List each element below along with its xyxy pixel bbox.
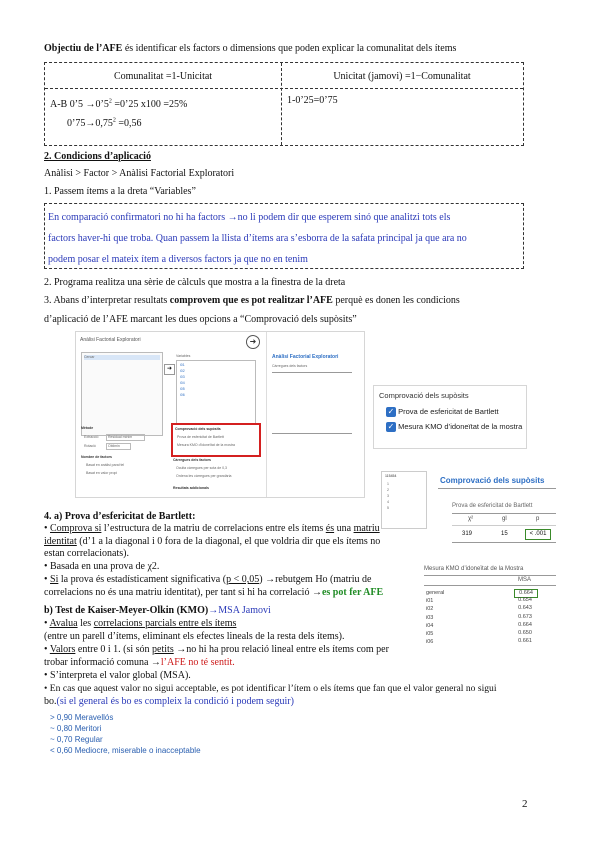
table-header-left: Comunalitat =1-Unicitat bbox=[113, 71, 213, 82]
table-row2-left: $0’75\to 0,75^2 =0,56$ bbox=[67, 117, 142, 129]
note-line-1: En comparació confirmatori no hi ha factors →no li podem dir que esperem sinó que analitzi tots els bbox=[48, 212, 451, 223]
note-box bbox=[44, 203, 524, 269]
section2-title: 2. Condicions d’aplicació bbox=[44, 151, 151, 162]
results-subtitle: Càrregues dels factors bbox=[272, 364, 308, 368]
factors-opt2[interactable]: Basat en valor propi bbox=[86, 471, 118, 475]
rotation-label: Rotació bbox=[84, 444, 96, 448]
section2-step3: 3. Abans d’interpretar resultats comprovem que es pot realitzar l’AFE perquè es donen les condicions bbox=[44, 295, 460, 306]
list-item: 5 bbox=[387, 506, 389, 510]
kmo-row-value: 0.643 bbox=[518, 605, 532, 612]
kmo-line5: • S’interpreta el valor global (MSA). bbox=[44, 670, 191, 681]
method-label: Mètode bbox=[81, 426, 94, 430]
kmo-row-label: i05 bbox=[426, 631, 434, 637]
assumptions-panel bbox=[373, 385, 527, 449]
list-item: 1 bbox=[387, 482, 389, 486]
assumptions-panel-title: Comprovació dels supòsits bbox=[379, 391, 469, 400]
kmo-scale-item: > 0,90 Meravellós bbox=[50, 713, 114, 722]
rotation-select[interactable]: Oblimin bbox=[106, 443, 131, 450]
list-item: 4 bbox=[387, 500, 389, 504]
kmo-row-value: 0.664 bbox=[518, 621, 532, 628]
table-header-right: Unicitat (jamovi) =1−Comunalitat bbox=[333, 71, 471, 82]
bartlett-results bbox=[438, 474, 558, 558]
extra-label: Resultats addicionals bbox=[173, 486, 209, 490]
kmo-checkbox[interactable]: ✓ Mesura KMO d’idoneïtat de la mostra bbox=[387, 422, 523, 432]
extraction-label: Extracció bbox=[84, 435, 99, 439]
table-row1-left: A-B 0’5 $\to 0’5^2$ =0’25 x100 =25% bbox=[50, 98, 188, 110]
data-scroll-list bbox=[381, 471, 427, 529]
bartlett-line3: estan correlacionats). bbox=[44, 548, 129, 559]
list-item: 2 bbox=[387, 488, 389, 492]
table-row1-right: 1-0’25=0’75 bbox=[287, 95, 338, 106]
kmo-line6: • En cas que aquest valor no sigui acceptable, es pot identificar l’ítem o els ítems que fan que el valor general no sigui bbox=[44, 683, 497, 694]
bartlett-checkbox[interactable]: ✓ Prova de esfericitat de Bartlett bbox=[387, 407, 499, 417]
section2-step1: 1. Passem ítems a la dreta “Variables” bbox=[44, 186, 196, 197]
objective-line bbox=[44, 42, 456, 55]
kmo-scale-item: ~ 0,70 Regular bbox=[50, 735, 103, 744]
kmo-line2: (entre un parell d’ítems, eliminant els efectes lineals de la resta dels ítems). bbox=[44, 631, 345, 642]
kmo-results-title: Mesura KMO d’idoneïtat de la Mostra bbox=[424, 566, 524, 572]
kmo-row-value: 0.673 bbox=[518, 613, 532, 620]
factors-label: Nombre de factors bbox=[81, 455, 112, 459]
extraction-select[interactable]: Residual mínim bbox=[106, 434, 145, 441]
section2-path: Anàlisi > Factor > Anàlisi Factorial Exploratori bbox=[44, 168, 235, 179]
kmo-row-value: 0.654 bbox=[518, 597, 532, 604]
kmo-scale-item: ~ 0,80 Meritori bbox=[50, 724, 102, 733]
results-title: Anàlisi Factorial Exploratori bbox=[272, 354, 339, 360]
loadings-label: Càrregues dels factors bbox=[173, 458, 211, 462]
col-gl: gl bbox=[502, 516, 507, 522]
jamovi-window bbox=[75, 331, 365, 498]
variables-label: Variables bbox=[176, 354, 191, 358]
col-chi: χ² bbox=[468, 516, 474, 522]
assumptions-label: Comprovació dels supòsits bbox=[175, 427, 221, 431]
variable-item[interactable]: i05 bbox=[180, 387, 185, 391]
col-p: p bbox=[536, 516, 540, 522]
comparison-table bbox=[44, 62, 524, 146]
kmo-scale bbox=[50, 712, 201, 756]
forward-arrow-icon[interactable]: ➜ bbox=[246, 335, 260, 349]
kmo-row-label: i02 bbox=[426, 606, 434, 613]
bartlett-line1: • Comprova si l’estructura de la matriu de correlacions entre els ítems és una matriu bbox=[44, 523, 380, 534]
variable-source-list[interactable] bbox=[81, 352, 163, 436]
note-line-3: podem posar el mateix ítem a diversos factors ja que no en tenim bbox=[48, 254, 308, 265]
variable-item[interactable]: i03 bbox=[180, 375, 185, 379]
checkbox-checked-icon[interactable]: ✓ bbox=[387, 422, 395, 432]
variables-list[interactable] bbox=[176, 360, 256, 424]
objective-text: és identificar els factors o dimensions que poden explicar la comunalitat dels ítems bbox=[122, 43, 457, 54]
checkbox-checked-icon[interactable]: ✓ bbox=[387, 407, 395, 417]
bartlett-line6: correlacions no és una matriu identitat), per tant si hi ha correlació →es pot fer AFE bbox=[44, 587, 384, 598]
note-line-2: factors haver-hi que troba. Quan passem la llista d’ítems ara s’esborra de la safata principal ja que ara no bbox=[48, 233, 467, 244]
variable-item[interactable]: i02 bbox=[180, 369, 185, 373]
variable-item[interactable]: i04 bbox=[180, 381, 185, 385]
kmo-row-label: i06 bbox=[426, 639, 434, 646]
chi-value: 319 bbox=[462, 531, 473, 537]
variable-item[interactable]: i06 bbox=[180, 393, 185, 397]
kmo-line4: trobar informació comuna →l’AFE no té sentit. bbox=[44, 657, 235, 668]
p-value: < .001 bbox=[525, 529, 551, 540]
section2-step3-line2: d’aplicació de l’AFE marcant les dues opcions a “Comprovació dels supòsits” bbox=[44, 314, 357, 325]
page-number: 2 bbox=[522, 798, 528, 810]
objective-prefix: Objectiu de l’AFE bbox=[44, 43, 123, 54]
kmo-row-value: 0.664 bbox=[514, 589, 538, 598]
section2-step2: 2. Programa realitza una sèrie de càlculs que mostra a la finestra de la dreta bbox=[44, 277, 346, 288]
bartlett-subtitle: Prova de esfericitat de Bartlett bbox=[452, 503, 533, 509]
assumptions-highlight bbox=[171, 423, 261, 457]
kmo-line7: bo.(si el general és bo es compleix la condició i podem seguir) bbox=[44, 696, 294, 707]
kmo-scale-item: < 0,60 Mediocre, miserable o inacceptable bbox=[50, 746, 201, 755]
assumption-opt2[interactable]: Mesura KMO d’idoneïtat de la mostra bbox=[177, 443, 235, 447]
factors-opt1[interactable]: Basat en anàlisi paral·lel bbox=[86, 463, 125, 467]
kmo-col-msa: MSA bbox=[518, 577, 532, 583]
bartlett-line4: • Basada en una prova de χ2. bbox=[44, 561, 160, 572]
loadings-opt1[interactable]: Oculta càrregues per sota de 0,3 bbox=[176, 466, 227, 470]
search-input[interactable]: Cercar bbox=[84, 355, 160, 360]
list-item: 3 bbox=[387, 494, 389, 498]
kmo-title: b) Test de Kaiser-Meyer-Olkin (KMO)→MSA Jamovi bbox=[44, 605, 271, 616]
bartlett-line2: identitat (d’1 a la diagonal i 0 fora de la diagonal, el que voldria dir que els ítems no bbox=[44, 536, 381, 547]
loadings-opt2[interactable]: Ordena les càrregues per grandària bbox=[176, 474, 232, 478]
kmo-row-value: 0.650 bbox=[518, 630, 532, 636]
kmo-row-value: 0.661 bbox=[518, 638, 532, 645]
kmo-line1: • Avalua les correlacions parcials entre els ítems bbox=[44, 618, 237, 629]
kmo-line3: • Valors entre 0 i 1. (si són petits →no hi ha prou relació lineal entre els ítems com per bbox=[44, 644, 389, 655]
kmo-row-label: i01 bbox=[426, 598, 434, 605]
scroll-list-header: 115454 bbox=[385, 474, 397, 478]
bartlett-results-title: Comprovació dels supòsits bbox=[440, 476, 545, 485]
assumption-opt1[interactable]: Prova de esfericitat de Bartlett bbox=[177, 435, 224, 439]
variable-item[interactable]: i01 bbox=[180, 363, 185, 367]
results-table bbox=[272, 372, 352, 434]
move-right-icon[interactable]: ➜ bbox=[164, 364, 175, 375]
kmo-results bbox=[424, 566, 558, 644]
kmo-row-label: general bbox=[426, 590, 445, 596]
kmo-row-label: i03 bbox=[426, 614, 434, 621]
window-title: Anàlisi Factorial Exploratori bbox=[80, 337, 141, 343]
kmo-row-label: i04 bbox=[426, 622, 434, 629]
bartlett-line5: • Si la prova és estadísticament significativa (p < 0,05) →rebutgem Ho (matriu de bbox=[44, 574, 372, 585]
gl-value: 15 bbox=[501, 531, 508, 537]
bartlett-title: 4. a) Prova d’esfericitat de Bartlett: bbox=[44, 511, 196, 522]
